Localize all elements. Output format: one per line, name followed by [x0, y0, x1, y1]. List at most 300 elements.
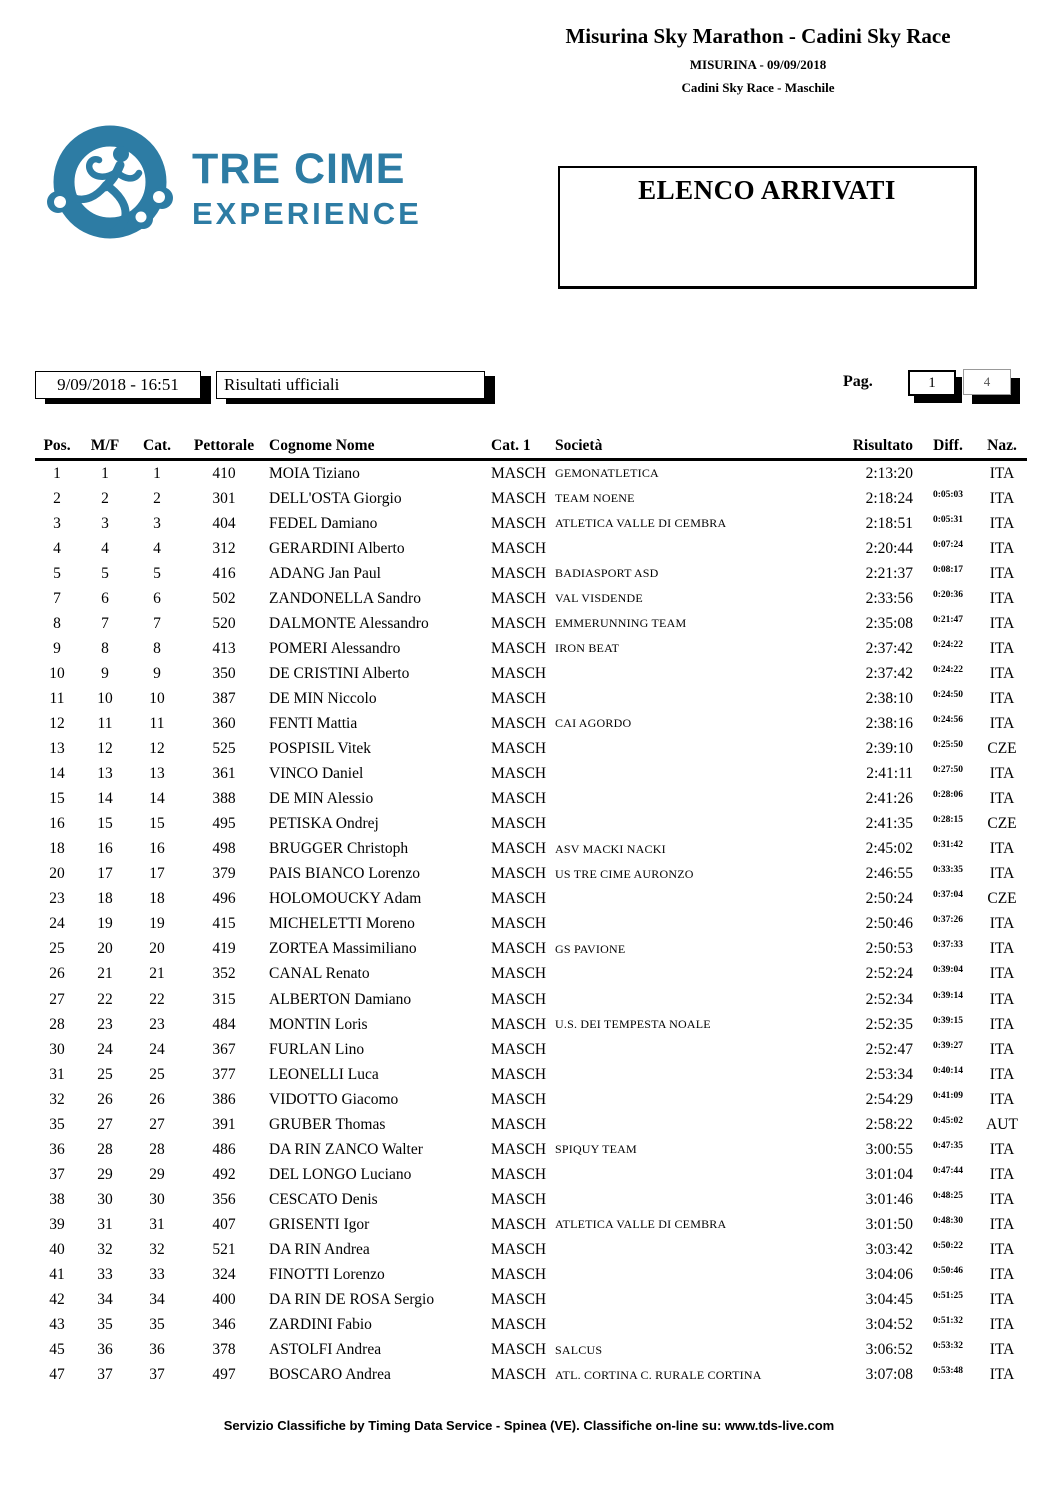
official-results-label: Risultati ufficiali [224, 375, 340, 394]
cell-societa: U.S. DEI TEMPESTA NOALE [555, 1017, 711, 1032]
cell-cat1: MASCH [491, 489, 547, 507]
cell-pos: 38 [49, 1190, 65, 1208]
header-cat: Cat. [143, 437, 171, 454]
cell-mf: 10 [97, 689, 113, 707]
cell-name: MICHELETTI Moreno [269, 915, 415, 933]
cell-name: FINOTTI Lorenzo [269, 1266, 385, 1284]
cell-diff: 0:28:15 [932, 815, 964, 826]
cell-name: ASTOLFI Andrea [269, 1341, 382, 1359]
cell-mf: 34 [97, 1291, 113, 1309]
cell-risultato: 2:46:55 [865, 865, 913, 883]
cell-pos: 37 [49, 1165, 65, 1183]
cell-cat1: MASCH [491, 815, 547, 833]
cell-cat1: MASCH [491, 890, 547, 908]
cell-diff: 0:31:42 [932, 840, 964, 851]
cell-cat: 29 [149, 1165, 165, 1183]
cell-name: DE MIN Alessio [269, 790, 374, 808]
cell-risultato: 3:06:52 [865, 1341, 913, 1359]
cell-cat1: MASCH [491, 589, 547, 607]
cell-diff: 0:47:35 [932, 1140, 964, 1151]
header-diff: Diff. [933, 437, 963, 454]
cell-societa: BADIASPORT ASD [555, 566, 659, 581]
table-row [35, 561, 1027, 586]
cell-name: HOLOMOUCKY Adam [269, 890, 422, 908]
cell-cat1: MASCH [491, 1065, 547, 1083]
cell-mf: 7 [101, 614, 109, 632]
cell-pos: 41 [49, 1266, 65, 1284]
cell-pettorale: 361 [212, 765, 236, 783]
cell-risultato: 2:33:56 [865, 589, 913, 607]
cell-diff: 0:53:48 [932, 1366, 964, 1377]
cell-cat1: MASCH [491, 1341, 547, 1359]
cell-risultato: 2:13:20 [865, 464, 913, 482]
cell-risultato: 3:01:46 [865, 1190, 913, 1208]
cell-name: FEDEL Damiano [269, 514, 378, 532]
cell-pos: 28 [49, 1015, 65, 1033]
cell-risultato: 2:37:42 [865, 639, 913, 657]
cell-pos: 16 [49, 815, 65, 833]
document-header [468, 24, 1048, 96]
cell-risultato: 3:00:55 [865, 1140, 913, 1158]
cell-pos: 43 [49, 1316, 65, 1334]
cell-pos: 20 [49, 865, 65, 883]
cell-risultato: 2:50:53 [865, 940, 913, 958]
cell-cat: 21 [149, 965, 165, 983]
cell-risultato: 2:54:29 [865, 1090, 913, 1108]
cell-diff: 0:53:32 [932, 1341, 964, 1352]
cell-diff: 0:05:03 [932, 489, 964, 500]
cell-risultato: 2:45:02 [865, 840, 913, 858]
cell-mf: 11 [97, 714, 113, 732]
cell-mf: 23 [97, 1015, 113, 1033]
cell-naz: ITA [989, 940, 1015, 958]
cell-societa: SALCUS [555, 1342, 603, 1357]
cell-pettorale: 352 [212, 965, 236, 983]
cell-risultato: 2:21:37 [865, 564, 913, 582]
cell-mf: 27 [97, 1115, 113, 1133]
cell-naz: ITA [989, 1065, 1015, 1083]
cell-mf: 28 [97, 1140, 113, 1158]
service-footer: Servizio Classifiche by Timing Data Service - Spinea (VE). Classifiche on-line su: www.tds-live.com [223, 1418, 835, 1433]
cell-naz: ITA [989, 790, 1015, 808]
cell-pos: 7 [53, 589, 61, 607]
cell-cat1: MASCH [491, 714, 547, 732]
results-table-header [35, 437, 1027, 461]
cell-pos: 31 [49, 1065, 65, 1083]
cell-pos: 45 [49, 1341, 65, 1359]
cell-mf: 6 [101, 589, 109, 607]
cell-naz: ITA [989, 1015, 1015, 1033]
cell-mf: 16 [97, 840, 113, 858]
cell-cat1: MASCH [491, 940, 547, 958]
cell-cat1: MASCH [491, 990, 547, 1008]
cell-pettorale: 360 [212, 714, 236, 732]
cell-pettorale: 350 [212, 664, 236, 682]
cell-cat: 8 [153, 639, 161, 657]
cell-naz: ITA [989, 1090, 1015, 1108]
cell-cat1: MASCH [491, 1140, 547, 1158]
cell-mf: 14 [97, 790, 113, 808]
table-row [35, 711, 1027, 736]
cell-diff: 0:39:27 [932, 1040, 964, 1051]
cell-mf: 36 [97, 1341, 113, 1359]
cell-pettorale: 413 [212, 639, 236, 657]
cell-cat1: MASCH [491, 664, 547, 682]
cell-cat1: MASCH [491, 915, 547, 933]
cell-naz: ITA [989, 689, 1015, 707]
cell-name: POMERI Alessandro [269, 639, 401, 657]
cell-pettorale: 495 [212, 815, 236, 833]
cell-risultato: 2:18:51 [865, 514, 913, 532]
cell-risultato: 2:52:35 [865, 1015, 913, 1033]
cell-pettorale: 404 [212, 514, 236, 532]
table-row [35, 1112, 1027, 1137]
cell-risultato: 3:01:50 [865, 1215, 913, 1233]
cell-name: MONTIN Loris [269, 1015, 368, 1033]
cell-diff: 0:28:06 [932, 790, 964, 801]
cell-naz: ITA [989, 1040, 1015, 1058]
cell-naz: ITA [989, 464, 1015, 482]
cell-mf: 19 [97, 915, 113, 933]
table-row [35, 1037, 1027, 1062]
cell-diff: 0:07:24 [932, 539, 964, 550]
table-row [35, 636, 1027, 661]
cell-pos: 26 [49, 965, 65, 983]
cell-cat1: MASCH [491, 639, 547, 657]
table-row [35, 887, 1027, 912]
page-total-value: 4 [983, 374, 991, 389]
cell-cat: 6 [153, 589, 161, 607]
cell-name: BOSCARO Andrea [269, 1366, 391, 1384]
cell-mf: 17 [97, 865, 113, 883]
cell-cat: 7 [153, 614, 161, 632]
cell-cat1: MASCH [491, 1115, 547, 1133]
cell-pos: 2 [53, 489, 61, 507]
runner-circle-icon [44, 120, 176, 257]
cell-cat: 31 [149, 1215, 165, 1233]
cell-diff: 0:08:17 [932, 564, 964, 575]
cell-naz: ITA [989, 765, 1015, 783]
cell-pos: 3 [53, 514, 61, 532]
cell-societa: CAI AGORDO [555, 716, 632, 731]
cell-name: FURLAN Lino [269, 1040, 365, 1058]
cell-name: POSPISIL Vitek [269, 740, 371, 758]
cell-cat: 10 [149, 689, 165, 707]
event-title: Misurina Sky Marathon - Cadini Sky Race [565, 24, 951, 48]
cell-mf: 5 [101, 564, 109, 582]
header-societa: Società [555, 437, 603, 454]
cell-naz: ITA [989, 664, 1015, 682]
cell-mf: 37 [97, 1366, 113, 1384]
table-row [35, 661, 1027, 686]
cell-cat: 30 [149, 1190, 165, 1208]
cell-pos: 8 [53, 614, 61, 632]
cell-naz: ITA [989, 514, 1015, 532]
cell-cat: 27 [149, 1115, 165, 1133]
cell-diff: 0:50:46 [932, 1266, 964, 1277]
cell-naz: AUT [986, 1115, 1018, 1133]
table-row [35, 1313, 1027, 1338]
cell-cat: 34 [149, 1291, 165, 1309]
cell-diff: 0:24:22 [932, 639, 964, 650]
cell-cat1: MASCH [491, 1040, 547, 1058]
cell-societa: GS PAVIONE [555, 941, 626, 956]
logo-line2: EXPERIENCE [192, 196, 422, 231]
cell-pos: 24 [49, 915, 65, 933]
cell-cat1: MASCH [491, 865, 547, 883]
table-row [35, 1212, 1027, 1237]
cell-pettorale: 525 [212, 740, 236, 758]
cell-naz: ITA [989, 1316, 1015, 1334]
cell-diff: 0:39:14 [932, 990, 964, 1001]
cell-diff: 0:51:25 [932, 1291, 964, 1302]
cell-naz: ITA [989, 1291, 1015, 1309]
cell-cat1: MASCH [491, 840, 547, 858]
cell-pos: 5 [53, 564, 61, 582]
table-row [35, 611, 1027, 636]
table-row [35, 1237, 1027, 1262]
cell-mf: 21 [97, 965, 113, 983]
cell-naz: ITA [989, 1266, 1015, 1284]
cell-pettorale: 486 [212, 1140, 236, 1158]
cell-societa: ATL. CORTINA C. RURALE CORTINA [555, 1367, 762, 1382]
cell-risultato: 2:20:44 [865, 539, 913, 557]
cell-societa: SPIQUY TEAM [555, 1142, 637, 1157]
cell-name: ZANDONELLA Sandro [269, 589, 421, 607]
header-mf: M/F [90, 437, 120, 454]
cell-cat1: MASCH [491, 464, 547, 482]
cell-pettorale: 496 [212, 890, 236, 908]
cell-cat1: MASCH [491, 1291, 547, 1309]
table-row [35, 536, 1027, 561]
cell-naz: CZE [987, 890, 1017, 908]
cell-pettorale: 367 [212, 1040, 236, 1058]
cell-diff: 0:25:50 [932, 740, 964, 751]
cell-naz: ITA [989, 990, 1015, 1008]
cell-cat: 36 [149, 1341, 165, 1359]
cell-societa: EMMERUNNING TEAM [555, 616, 687, 631]
cell-name: GERARDINI Alberto [269, 539, 405, 557]
cell-cat1: MASCH [491, 1165, 547, 1183]
table-row [35, 862, 1027, 887]
cell-name: DE CRISTINI Alberto [269, 664, 410, 682]
cell-risultato: 2:52:24 [865, 965, 913, 983]
cell-cat: 14 [149, 790, 165, 808]
cell-cat: 4 [153, 539, 161, 557]
cell-name: PAIS BIANCO Lorenzo [269, 865, 420, 883]
cell-risultato: 3:01:04 [865, 1165, 913, 1183]
cell-pettorale: 484 [212, 1015, 236, 1033]
cell-pos: 13 [49, 740, 65, 758]
table-row [35, 1338, 1027, 1363]
table-row [35, 812, 1027, 837]
cell-name: ADANG Jan Paul [269, 564, 381, 582]
cell-cat1: MASCH [491, 1015, 547, 1033]
cell-cat1: MASCH [491, 1090, 547, 1108]
cell-cat1: MASCH [491, 1215, 547, 1233]
cell-pettorale: 379 [212, 865, 236, 883]
cell-pettorale: 391 [212, 1115, 236, 1133]
cell-name: DA RIN Andrea [269, 1240, 370, 1258]
cell-risultato: 3:03:42 [865, 1240, 913, 1258]
table-row [35, 837, 1027, 862]
cell-cat: 5 [153, 564, 161, 582]
table-row [35, 1062, 1027, 1087]
cell-mf: 12 [97, 740, 113, 758]
table-row [35, 586, 1027, 611]
cell-pos: 35 [49, 1115, 65, 1133]
cell-cat: 32 [149, 1240, 165, 1258]
cell-pettorale: 386 [212, 1090, 236, 1108]
cell-pettorale: 346 [212, 1316, 236, 1334]
cell-name: DEL LONGO Luciano [269, 1165, 412, 1183]
cell-naz: ITA [989, 840, 1015, 858]
cell-mf: 24 [97, 1040, 113, 1058]
table-row [35, 461, 1027, 486]
table-row [35, 486, 1027, 511]
header-cat1: Cat. 1 [491, 437, 531, 454]
page-current-box[interactable] [908, 370, 956, 396]
cell-naz: ITA [989, 1366, 1015, 1384]
cell-pos: 27 [49, 990, 65, 1008]
cell-cat: 9 [153, 664, 161, 682]
header-risultato: Risultato [852, 437, 913, 454]
event-date-subtitle: MISURINA - 09/09/2018 [689, 57, 827, 72]
arrivals-banner-box [558, 166, 977, 289]
cell-diff: 0:39:15 [932, 1015, 964, 1026]
cell-pos: 40 [49, 1240, 65, 1258]
table-row [35, 511, 1027, 536]
cell-pos: 12 [49, 714, 65, 732]
cell-naz: ITA [989, 614, 1015, 632]
cell-mf: 4 [101, 539, 109, 557]
cell-name: CANAL Renato [269, 965, 370, 983]
cell-name: ZORTEA Massimiliano [269, 940, 417, 958]
cell-pettorale: 498 [212, 840, 236, 858]
cell-cat: 28 [149, 1140, 165, 1158]
cell-cat: 17 [149, 865, 165, 883]
table-row [35, 762, 1027, 787]
arrivals-banner-title: ELENCO ARRIVATI [638, 175, 896, 205]
cell-cat: 20 [149, 940, 165, 958]
cell-cat: 12 [149, 740, 165, 758]
cell-pos: 14 [49, 765, 65, 783]
logo-wordmark [192, 145, 422, 231]
header-name: Cognome Nome [269, 437, 375, 454]
cell-pettorale: 387 [212, 689, 236, 707]
cell-risultato: 2:41:11 [866, 765, 913, 783]
cell-mf: 29 [97, 1165, 113, 1183]
cell-cat: 37 [149, 1366, 165, 1384]
cell-diff: 0:20:36 [932, 589, 964, 600]
cell-societa: TEAM NOENE [555, 491, 635, 506]
cell-diff: 0:41:09 [932, 1090, 964, 1101]
cell-diff: 0:45:02 [932, 1115, 964, 1126]
cell-risultato: 3:04:06 [865, 1266, 913, 1284]
cell-pos: 42 [49, 1291, 65, 1309]
cell-risultato: 2:41:35 [865, 815, 913, 833]
cell-pettorale: 315 [212, 990, 236, 1008]
cell-naz: CZE [987, 815, 1017, 833]
cell-societa: IRON BEAT [555, 641, 620, 656]
cell-naz: ITA [989, 639, 1015, 657]
header-pettorale: Pettorale [193, 437, 255, 454]
header-naz: Naz. [987, 437, 1017, 454]
logo-line1: TRE CIME [192, 145, 406, 193]
cell-mf: 9 [101, 664, 109, 682]
page-current-value: 1 [928, 374, 936, 391]
cell-cat: 19 [149, 915, 165, 933]
cell-diff: 0:40:14 [932, 1065, 964, 1076]
cell-risultato: 2:52:47 [865, 1040, 913, 1058]
cell-mf: 31 [97, 1215, 113, 1233]
cell-diff: 0:24:22 [932, 664, 964, 675]
table-row [35, 1087, 1027, 1112]
cell-risultato: 3:04:52 [865, 1316, 913, 1334]
cell-diff: 0:47:44 [932, 1165, 964, 1176]
cell-pettorale: 312 [212, 539, 236, 557]
cell-naz: ITA [989, 1165, 1015, 1183]
table-row [35, 1162, 1027, 1187]
cell-name: DA RIN DE ROSA Sergio [269, 1291, 435, 1309]
page-total-box[interactable] [963, 369, 1011, 395]
cell-pettorale: 407 [212, 1215, 236, 1233]
cell-cat: 13 [149, 765, 165, 783]
table-row [35, 686, 1027, 711]
cell-risultato: 3:07:08 [865, 1366, 913, 1384]
cell-cat: 26 [149, 1090, 165, 1108]
cell-pos: 36 [49, 1140, 65, 1158]
cell-mf: 33 [97, 1266, 113, 1284]
cell-cat: 33 [149, 1266, 165, 1284]
cell-naz: ITA [989, 1140, 1015, 1158]
cell-cat: 15 [149, 815, 165, 833]
cell-cat: 2 [153, 489, 161, 507]
cell-risultato: 2:18:24 [865, 489, 913, 507]
cell-risultato: 2:53:34 [865, 1065, 913, 1083]
cell-pos: 25 [49, 940, 65, 958]
cell-risultato: 2:52:34 [865, 990, 913, 1008]
cell-diff: 0:33:35 [932, 865, 964, 876]
cell-mf: 8 [101, 639, 109, 657]
cell-naz: CZE [987, 740, 1017, 758]
cell-name: ALBERTON Damiano [269, 990, 412, 1008]
cell-mf: 13 [97, 765, 113, 783]
cell-name: DALMONTE Alessandro [269, 614, 429, 632]
cell-pettorale: 378 [212, 1341, 236, 1359]
table-row [35, 962, 1027, 987]
cell-diff: 0:24:50 [932, 689, 964, 700]
cell-cat1: MASCH [491, 1240, 547, 1258]
cell-pettorale: 497 [212, 1366, 236, 1384]
cell-pos: 9 [53, 639, 61, 657]
cell-cat: 23 [149, 1015, 165, 1033]
tre-cime-logo [44, 120, 422, 257]
cell-cat1: MASCH [491, 965, 547, 983]
cell-mf: 32 [97, 1240, 113, 1258]
cell-cat: 16 [149, 840, 165, 858]
cell-mf: 1 [101, 464, 109, 482]
cell-cat1: MASCH [491, 1316, 547, 1334]
page-label: Pag. [843, 373, 873, 390]
cell-pos: 4 [53, 539, 61, 557]
cell-cat1: MASCH [491, 514, 547, 532]
cell-cat1: MASCH [491, 689, 547, 707]
cell-cat1: MASCH [491, 614, 547, 632]
cell-pos: 47 [49, 1366, 65, 1384]
cell-diff: 0:05:31 [932, 514, 964, 525]
cell-name: DA RIN ZANCO Walter [269, 1140, 423, 1158]
